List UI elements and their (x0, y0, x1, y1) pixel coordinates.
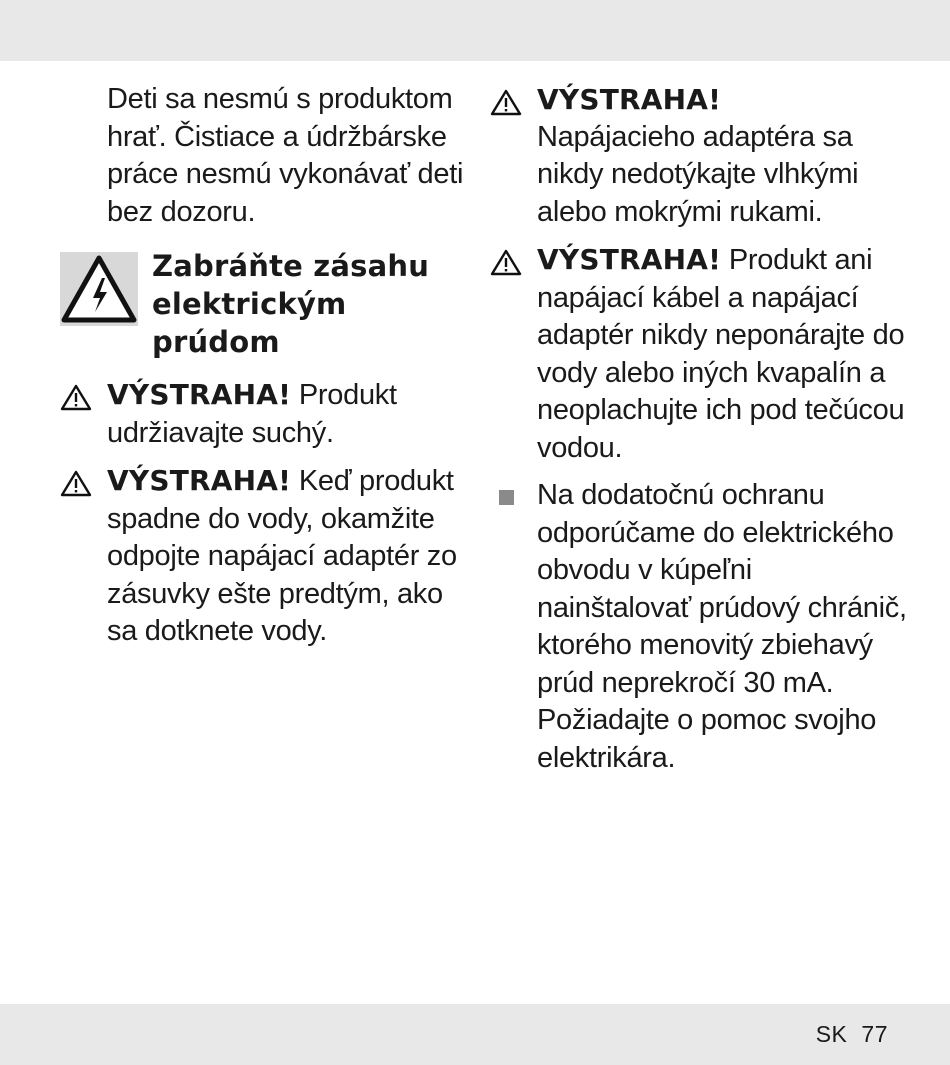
warning-label: VÝSTRAHA! (537, 83, 722, 116)
bullet-text: Na dodatočnú ochranu odporúčame do elektrického obvodu v kúpeľni nainštalovať prúdový chránič, ktorého menovitý zbiehavý prúd neprekročí 30 mA. Požiadajte o pomoc svojho elektrikára. (537, 479, 907, 774)
electric-shock-warning-icon (60, 252, 138, 326)
right-column (490, 81, 910, 777)
warning-text: Produkt ani napájací kábel a napájací adaptér nikdy neponárajte do vody alebo iných kvapalín a neoplachujte ich pod tečúcou vodou. (537, 244, 905, 464)
warning-text: Produkt udržiavajte suchý. (107, 379, 397, 449)
bullet-item (490, 477, 910, 777)
header-band (0, 0, 950, 61)
shock-heading: Zabráňte zásahu elektrickým prúdom (152, 249, 430, 359)
warning-label: VÝSTRAHA! (107, 378, 292, 411)
intro-text: Deti sa nesmú s produktom hrať. Čistiace a údržbárske práce nesmú vykonávať deti bez dozoru. (107, 83, 464, 228)
warning-item (60, 376, 480, 452)
warning-triangle-icon (490, 88, 522, 116)
warning-item (60, 462, 480, 651)
warning-triangle-icon (490, 248, 522, 276)
page-footer (816, 1021, 888, 1048)
warning-item (490, 81, 910, 231)
footer-band (0, 1004, 950, 1065)
warning-triangle-icon (60, 469, 92, 497)
warning-text: Keď produkt spadne do vody, okamžite odpojte napájací adaptér zo zásuvky ešte predtým, ako sa dotknete vody. (107, 465, 457, 647)
shock-section (60, 247, 480, 361)
intro-block (60, 81, 480, 231)
left-column (60, 81, 480, 651)
warning-item (490, 241, 910, 467)
warning-label: VÝSTRAHA! (537, 243, 722, 276)
square-bullet-icon (499, 490, 514, 505)
warning-label: VÝSTRAHA! (107, 464, 292, 497)
language-code: SK (815, 1021, 848, 1047)
page-number: 77 (861, 1021, 888, 1047)
warning-triangle-icon (60, 383, 92, 411)
warning-text: Napájacieho adaptéra sa nikdy nedotýkajte vlhkými alebo mokrými rukami. (537, 120, 859, 228)
